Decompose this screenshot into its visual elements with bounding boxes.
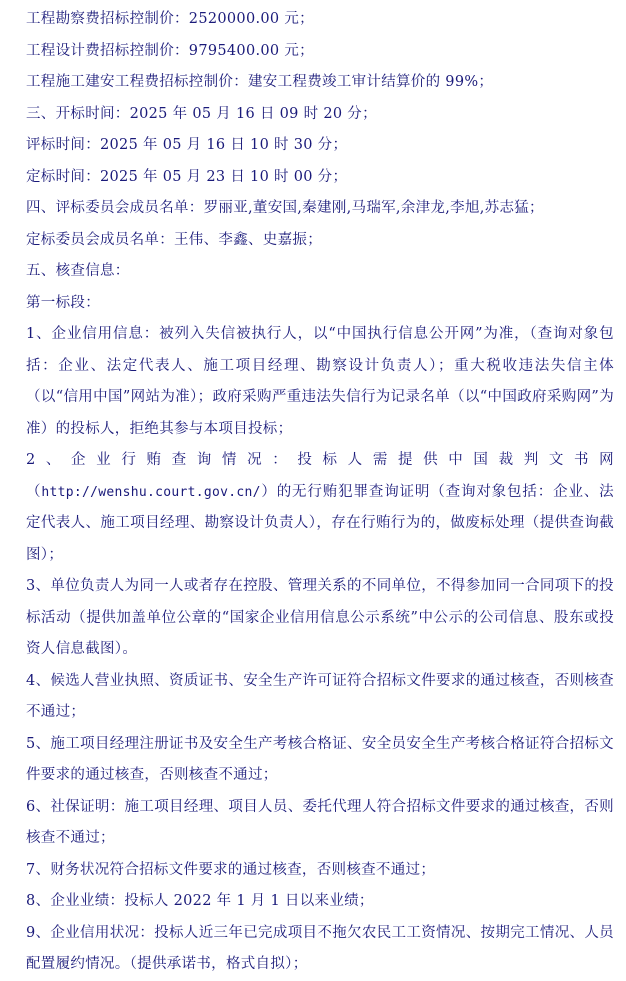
item-social-security: 6、社保证明：施工项目经理、项目人员、委托代理人符合招标文件要求的通过核查，否则核查不通过；	[26, 798, 614, 846]
lot-heading: 第一标段：	[26, 294, 100, 311]
item-performance: 8、企业业绩：投标人 2022 年 1 月 1 日以来业绩；	[26, 893, 374, 909]
item-licenses: 4、候选人营业执照、资质证书、安全生产许可证符合招标文件要求的通过核查，否则核查不通过；	[26, 672, 614, 720]
item-financial-status: 7、财务状况符合招标文件要求的通过核查，否则核查不通过；	[26, 861, 436, 878]
item-credit-status: 9、企业信用状况：投标人近三年已完成项目不拖欠农民工工资情况、按期完工情况、人员配置履约情况。（提供承诺书，格式自拟）；	[26, 924, 614, 972]
survey-fee-control-price: 工程勘察费招标控制价：2520000.00 元；	[26, 11, 314, 27]
design-fee-control-price: 工程设计费招标控制价：9795400.00 元；	[26, 42, 314, 59]
construction-fee-control-price: 工程施工建安工程费招标控制价：建安工程费竣工审计结算价的 99%；	[26, 74, 494, 90]
bid-opening-time: 三、开标时间：2025 年 05 月 16 日 09 时 20 分；	[26, 105, 377, 122]
award-decision-time: 定标时间：2025 年 05 月 23 日 10 时 00 分；	[26, 168, 348, 185]
wenshu-url-link[interactable]: http://wenshu.court.gov.cn/	[41, 484, 261, 500]
item-credit-info: 1、企业信用信息：被列入失信被执行人，以“中国执行信息公开网”为准，（查询对象包括：企业、法定代表人、施工项目经理、勘察设计负责人）；重大税收违法失信主体（以“信用中国”网站为准）；政府采购严重违法失信行为记录名单（以“中国政府采购网”为准）的投标人，拒绝其参与本项目投标；	[26, 326, 614, 437]
item-related-units: 3、单位负责人为同一人或者存在控股、管理关系的不同单位，不得参加同一合同项下的投标活动（提供加盖单位公章的“国家企业信用信息公示系统”中公示的公司信息、股东或投资人信息截图）。	[26, 578, 614, 657]
item-bribery-text-post: ）的无行贿犯罪查询证明（查询对象包括：企业、法定代表人、施工项目经理、勘察设计负责人），存在行贿行为的，做废标处理（提供查询截图）；	[26, 483, 614, 563]
section-heading-verification: 五、核查信息：	[26, 263, 130, 279]
evaluation-time: 评标时间：2025 年 05 月 16 日 10 时 30 分；	[26, 137, 348, 153]
item-manager-certificates: 5、施工项目经理注册证书及安全生产考核合格证、安全员安全生产考核合格证符合招标文件要求的通过核查，否则核查不通过；	[26, 735, 614, 783]
award-committee-list: 定标委员会成员名单：王伟、李鑫、史嘉振；	[26, 231, 322, 248]
item-bribery-text-pre: 2、企业行贿查询情况：投标人需提供中国裁判文书网（	[26, 452, 614, 500]
item-bribery-check	[26, 445, 614, 571]
evaluation-committee-list: 四、评标委员会成员名单：罗丽亚,董安国,秦建刚,马瑞军,余津龙,李旭,苏志猛；	[26, 200, 544, 216]
